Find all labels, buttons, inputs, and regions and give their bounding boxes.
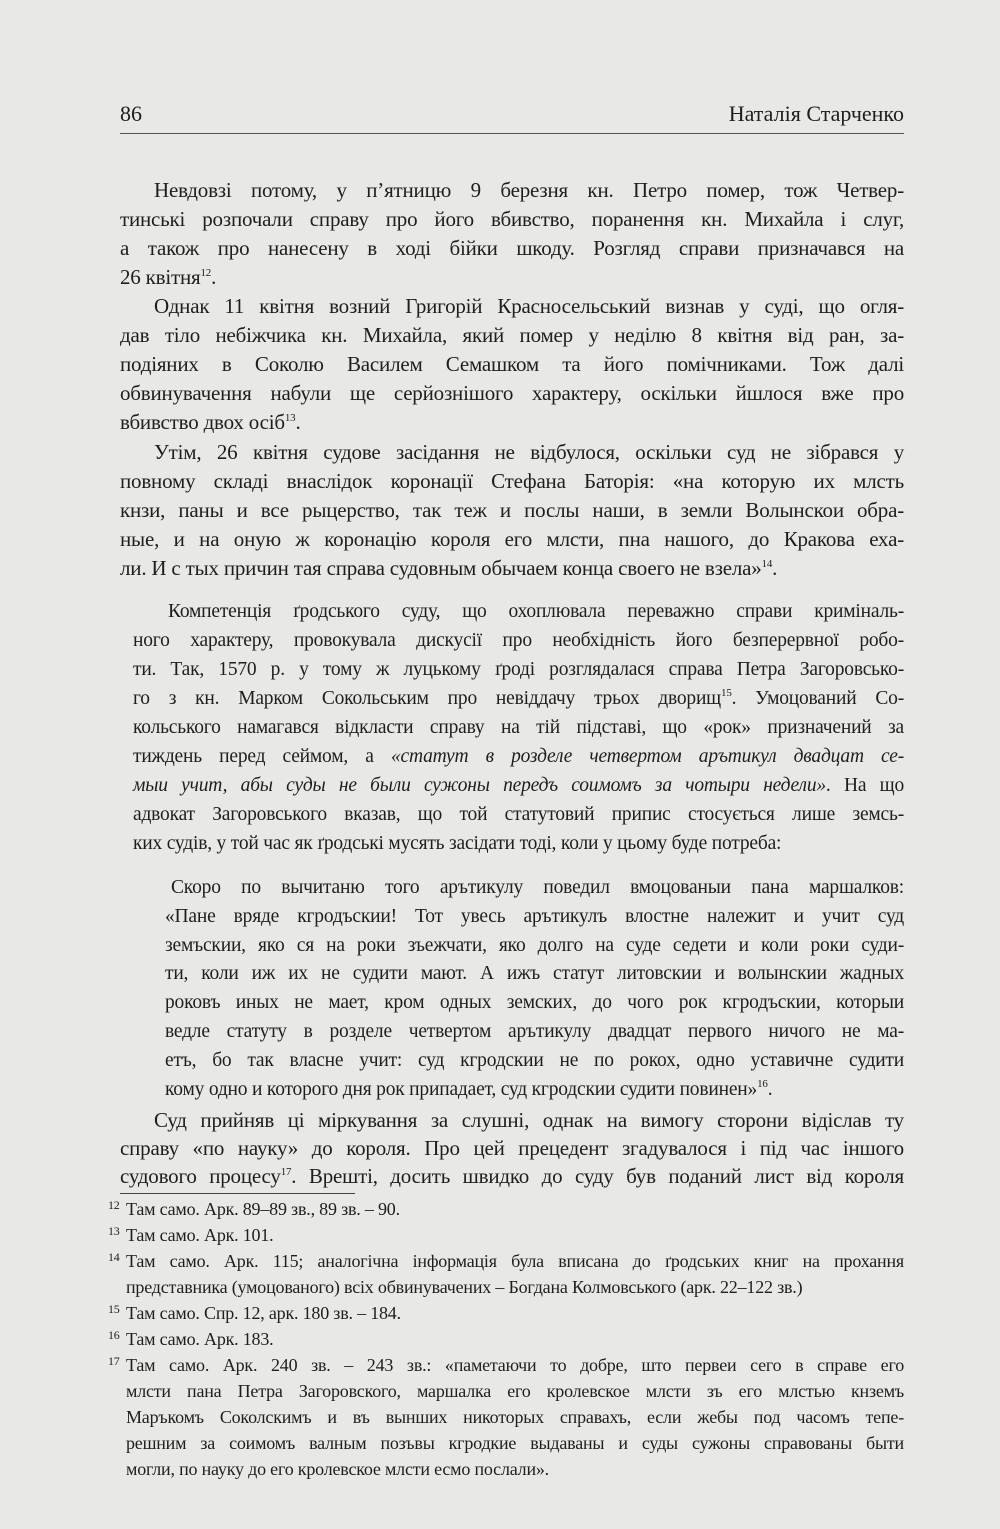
text-line: кольського намагався відкласти справу на тій підставі, що «рок» призначений за [133, 717, 904, 738]
text-line: тинські розпочали справу про його вбивство, поранення кн. Михайла і слуг, [120, 207, 904, 231]
footnote-line: млсти пана Петра Загоровского, маршалка его кролевское млсти зъ его млстью кнземъ [126, 1381, 904, 1401]
footnote-12 [108, 1196, 904, 1222]
footnote-line: 13 Там само. Арк. 101. [108, 1222, 904, 1248]
footnote-line: решним за соимомъ валным позъвы кгродкие выдаваны и суды сужоны справованы быти [126, 1433, 904, 1453]
footnote-rule [120, 1193, 355, 1194]
paragraph [133, 597, 904, 858]
block-quote [165, 874, 904, 1104]
footnote-line: 12 Там само. Арк. 89–89 зв., 89 зв. – 90. [108, 1196, 904, 1222]
footnote-number: 15 [108, 1302, 120, 1316]
running-header-author: Наталія Старченко [728, 101, 904, 126]
footnote-reference[interactable]: 17 [280, 1166, 292, 1178]
text-line: Компетенція ґродського суду, що охоплювала переважно справи криміналь- [168, 601, 904, 622]
page-number: 86 [120, 101, 142, 126]
paragraph [120, 176, 904, 292]
footnotes [108, 1196, 904, 1482]
paragraph [120, 292, 904, 437]
footnote-line: 15 Там само. Спр. 12, арк. 180 зв. – 184. [108, 1300, 904, 1326]
text-line: Однак 11 квітня возний Григорій Красносельський визнав у суді, що огля- [154, 294, 904, 318]
text-line: ких судів, у той час як ґродські мусять засідати тоді, коли у цьому буде потреба: [133, 833, 782, 854]
paragraph [120, 438, 904, 583]
text-line: 26 квітня$^{12}$. [120, 265, 217, 289]
text-line: кнзи, паны и все рыцерство, так теж и послы наши, в земли Волынскои обра- [120, 498, 904, 522]
footnote-16 [108, 1326, 904, 1352]
footnote-number: 14 [108, 1250, 120, 1264]
text-line: «Пане вряде кгродъскии! Тот увесь арътикулъ влостне належит и учит суд [165, 905, 904, 927]
footnote-number: 12 [108, 1198, 120, 1212]
text-line: вбивство двох осіб$^{13}$. [120, 410, 301, 434]
text-line: а також про нанесену в ході бійки шкоду. Розгляд справи призначався на [120, 236, 904, 260]
footnote-reference[interactable]: 16 [757, 1077, 768, 1090]
text-line: дав тіло небіжчика кн. Михайла, який помер у неділю 8 квітня від ран, за- [120, 323, 904, 347]
footnote-17 [108, 1352, 904, 1482]
footnote-number: 17 [108, 1354, 120, 1368]
footnote-number: 13 [108, 1224, 120, 1238]
text-line: судового процесу$^{17}$. Врешті, досить швидко до суду був поданий лист від короля [120, 1164, 904, 1188]
italic-quotation: «статут в розделе четвертом арътикул двадцат се- [390, 746, 904, 767]
text-line: мыи учит, абы суды не были сужоны передъ соимомъ за чотыри недели». На що [133, 775, 904, 796]
paragraph [120, 1106, 904, 1190]
text-line: ти. Так, 1570 р. у тому ж луцькому ґроді розглядалася справа Петра Загоровсько- [133, 659, 904, 680]
text-line: Невдовзі потому, у п’ятницю 9 березня кн. Петро помер, тож Четвер- [154, 178, 904, 202]
text-line: Суд прийняв ці міркування за слушні, однак на вимогу сторони відіслав ту [154, 1108, 904, 1132]
text-line: етъ, бо так власне учит: суд кгродскии не по рокох, одно уставичне судити [165, 1049, 904, 1071]
text-line: обвинувачення набули ще серйознішого характеру, оскільки йшлося вже про [120, 381, 904, 405]
text-line: ти, коли иж их не судити мают. А ижъ статут литовскии и волынскии жадных [165, 963, 904, 985]
text-line: Утім, 26 квітня судове засідання не відбулося, оскільки суд не зібрався у [154, 440, 904, 464]
text-line: кому одно и которого дня рок припадает, суд кгродскии судити повинен»$^{16}$. [165, 1077, 773, 1100]
footnote-14 [108, 1248, 904, 1300]
text-line: ного характеру, провокувала дискусії про необхідність його безперервної робо- [133, 630, 904, 651]
text-line: тиждень перед сеймом, а «статут в розделе четвертом арътикул двадцат се- [133, 746, 904, 767]
text-line: Скоро по вычитаню того арътикулу поведил вмоцованыи пана маршалков: [171, 877, 904, 898]
footnote-15 [108, 1300, 904, 1326]
footnote-line: представника (умоцованого) всіх обвинувачених – Богдана Колмовського (арк. 22–122 зв.) [126, 1277, 803, 1297]
footnote-number: 16 [108, 1328, 120, 1342]
header-rule [120, 133, 904, 134]
italic-quotation: мыи учит, абы суды не были сужоны передъ соимомъ за чотыри недели» [133, 775, 826, 796]
text-line: адвокат Загоровського вказав, що той статутовий припис стосується лише земсь- [133, 804, 904, 825]
text-line: ведле статуту в розделе четвертом арътикулу двадцат первого ничого не ма- [165, 1020, 904, 1042]
footnote-line: 17 Там само. Арк. 240 зв. – 243 зв.: «паметаючи то добре, што первеи сего в справе его [108, 1352, 904, 1378]
text-line: справу «по науку» до короля. Про цей прецедент згадувалося і під час іншого [120, 1136, 904, 1160]
footnote-13 [108, 1222, 904, 1248]
footnote-reference[interactable]: 14 [761, 558, 773, 570]
footnote-line: Маръкомъ Соколскимъ и въ вынших никоторых справахъ, если жебы под часомъ тепе- [126, 1407, 904, 1427]
text-line: ные, и на оную ж коронацію короля его млсти, пна нашого, до Кракова еха- [120, 527, 904, 551]
footnote-line: 14 Там само. Арк. 115; аналогічна інформація була вписана до ґродських книг на прохання [108, 1248, 904, 1274]
text-line: роковъ иных не мает, кром одных земских, до чого рок кгродъскии, которыи [165, 992, 904, 1014]
text-line: го з кн. Марком Сокольським про невіддачу трьох дворищ$^{15}$. Умоцований Со- [133, 687, 904, 709]
footnote-reference[interactable]: 13 [284, 412, 296, 424]
footnote-line: могли, по науку до его кролевское млсти есмо послали». [126, 1459, 549, 1479]
text-line: повному складі внаслідок коронації Стефана Баторія: «на которую их млсть [120, 469, 904, 493]
footnote-line: 16 Там само. Арк. 183. [108, 1326, 904, 1352]
text-line: подіяних в Соколю Василем Семашком та його помічниками. Тож далі [120, 352, 904, 376]
text-line: ли. И с тых причин тая справа судовным обычаем конца своего не взела»$^{14}$. [120, 556, 778, 580]
footnote-reference[interactable]: 15 [721, 687, 732, 699]
text-line: земъскии, яко ся на роки зъежчати, яко долго на суде седети и коли роки суди- [165, 934, 904, 956]
footnote-reference[interactable]: 12 [200, 267, 212, 279]
